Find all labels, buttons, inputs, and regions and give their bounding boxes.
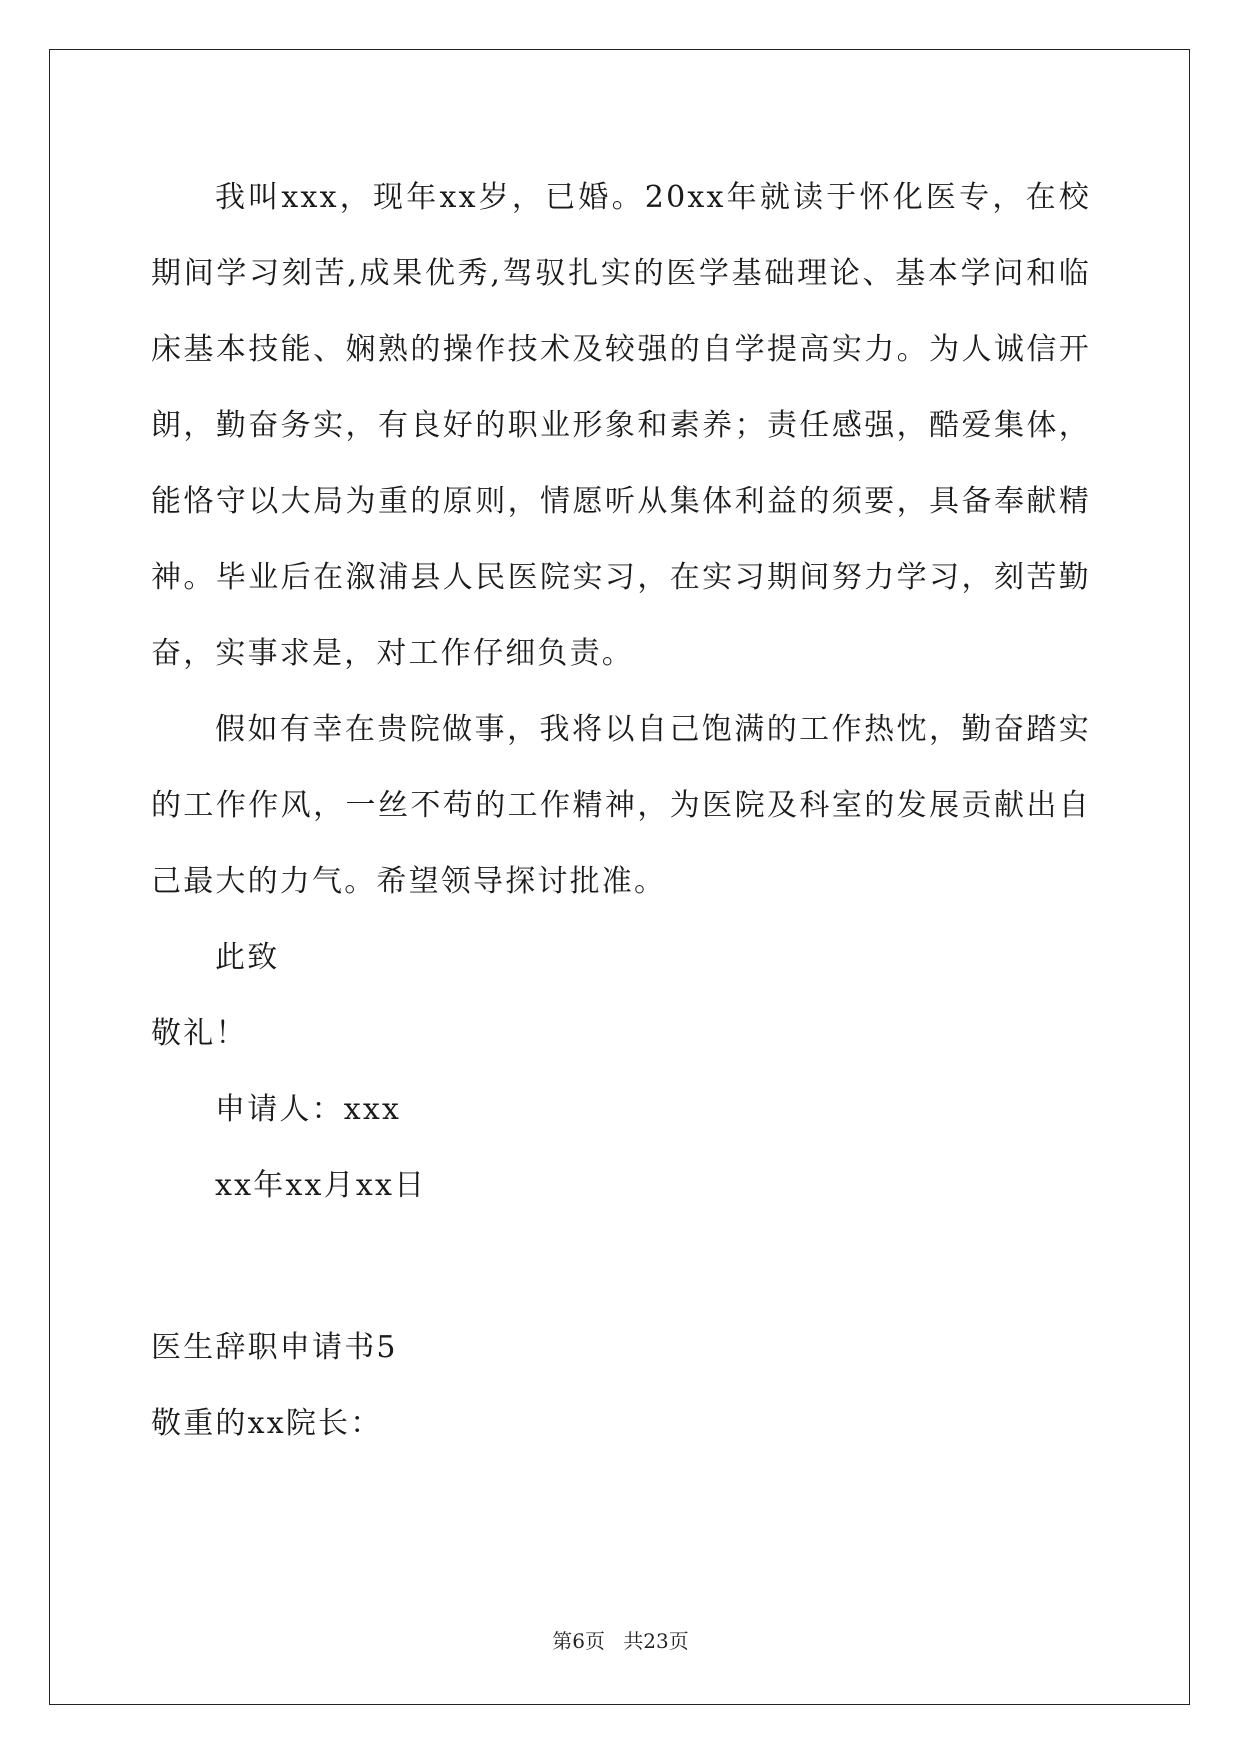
page-total: 共23页 — [623, 1629, 689, 1653]
page-footer — [0, 1625, 1241, 1654]
document-body — [151, 160, 1091, 1462]
applicant-signature: 申请人：xxx — [215, 1092, 402, 1127]
paragraph-intro: 我叫xxx，现年xx岁，已婚。20xx年就读于怀化医专，在校期间学习刻苦,成果优秀,驾驭扎实的医学基础理论、基本学问和临床基本技能、娴熟的操作技术及较强的自学提高实力。为人诚信开朗，勤奋务实，有良好的职业形象和素养；责任感强，酷爱集体，能恪守以大局为重的原则，情愿听从集体利益的须要，具备奉献精神。毕业后在溆浦县人民医院实习，在实习期间努力学习，刻苦勤奋，实事求是，对工作仔细负责。 — [151, 180, 1091, 671]
page-number: 第6页 — [552, 1629, 605, 1653]
salutation: 敬重的xx院长： — [151, 1406, 383, 1441]
date-line: xx年xx月xx日 — [215, 1168, 427, 1203]
closing-line-2: 敬礼！ — [151, 1016, 248, 1051]
section-title: 医生辞职申请书5 — [151, 1330, 398, 1365]
closing-line-1: 此致 — [215, 940, 280, 975]
paragraph-request: 假如有幸在贵院做事，我将以自己饱满的工作热忱，勤奋踏实的工作作风，一丝不苟的工作精神，为医院及科室的发展贡献出自己最大的力气。希望领导探讨批准。 — [151, 712, 1091, 899]
section-gap — [151, 1224, 1091, 1310]
